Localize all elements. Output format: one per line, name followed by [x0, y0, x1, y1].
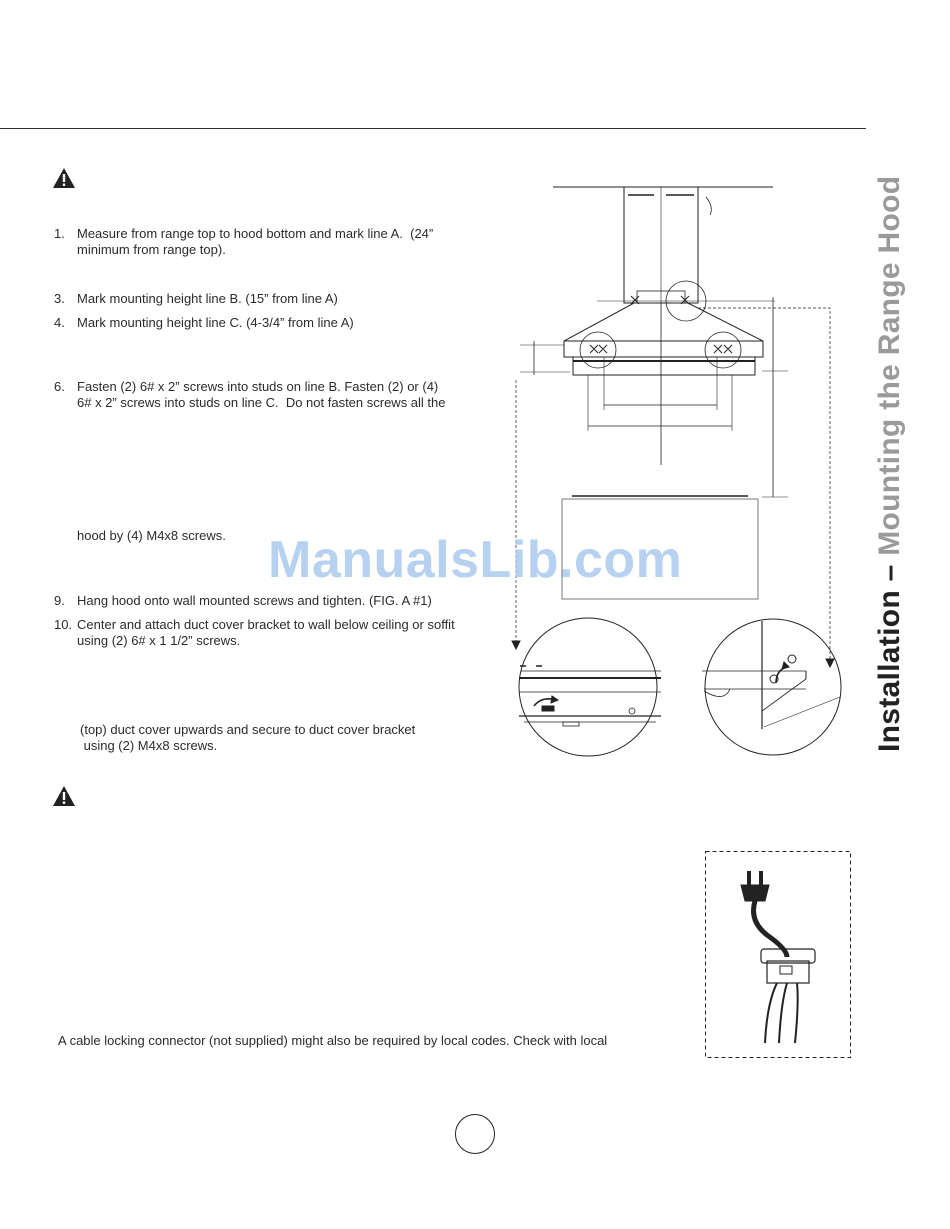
step-4 [54, 315, 494, 333]
step-3 [54, 291, 494, 309]
power-plug-figure [705, 851, 851, 1058]
side-title [873, 176, 907, 752]
watermark: ManualsLib.com [268, 531, 683, 589]
step-10 [54, 617, 494, 651]
detail-b-wall-screw [702, 619, 844, 757]
step-text: Mark mounting height line B. (15” from line A) [77, 291, 338, 306]
step-number: 10. [54, 617, 73, 632]
step-number: 3. [54, 291, 65, 306]
step-9 [54, 593, 494, 611]
header-rule [0, 128, 866, 129]
step-text: Measure from range top to hood bottom and mark line A. (24” minimum from range top). [77, 226, 434, 257]
warning-icon-bottom [53, 786, 75, 806]
page-number-circle [455, 1114, 495, 1154]
cable-note: A cable locking connector (not supplied) might also be required by local codes. Check with local [58, 1033, 608, 1048]
side-title-topic: Mounting the Range Hood [873, 175, 906, 556]
duct-cover-text: (top) duct cover upwards and secure to duct cover bracket using (2) M4x8 screws. [80, 722, 416, 753]
step-6 [54, 379, 494, 413]
side-title-section: Installation – [873, 555, 906, 752]
step-number: 1. [54, 226, 65, 241]
hood-bottom [573, 357, 755, 375]
step-text: Fasten (2) 6# x 2” screws into studs on line B. Fasten (2) or (4) 6# x 2” screws into studs on line C. Do not fasten screws all the [77, 379, 446, 410]
step-number: 6. [54, 379, 65, 394]
step-number: 4. [54, 315, 65, 330]
detail-a-hood-mount [516, 618, 664, 758]
step-1 [54, 226, 494, 260]
warning-icon-top [53, 168, 75, 188]
step-number: 9. [54, 593, 65, 608]
step-text: Mark mounting height line C. (4-3/4” from line A) [77, 315, 354, 330]
step-text: hood by (4) M4x8 screws. [77, 528, 226, 543]
step-text: Hang hood onto wall mounted screws and tighten. (FIG. A #1) [77, 593, 432, 608]
step-text: Center and attach duct cover bracket to wall below ceiling or soffit using (2) 6# x 1 1/2” screws. [77, 617, 455, 648]
